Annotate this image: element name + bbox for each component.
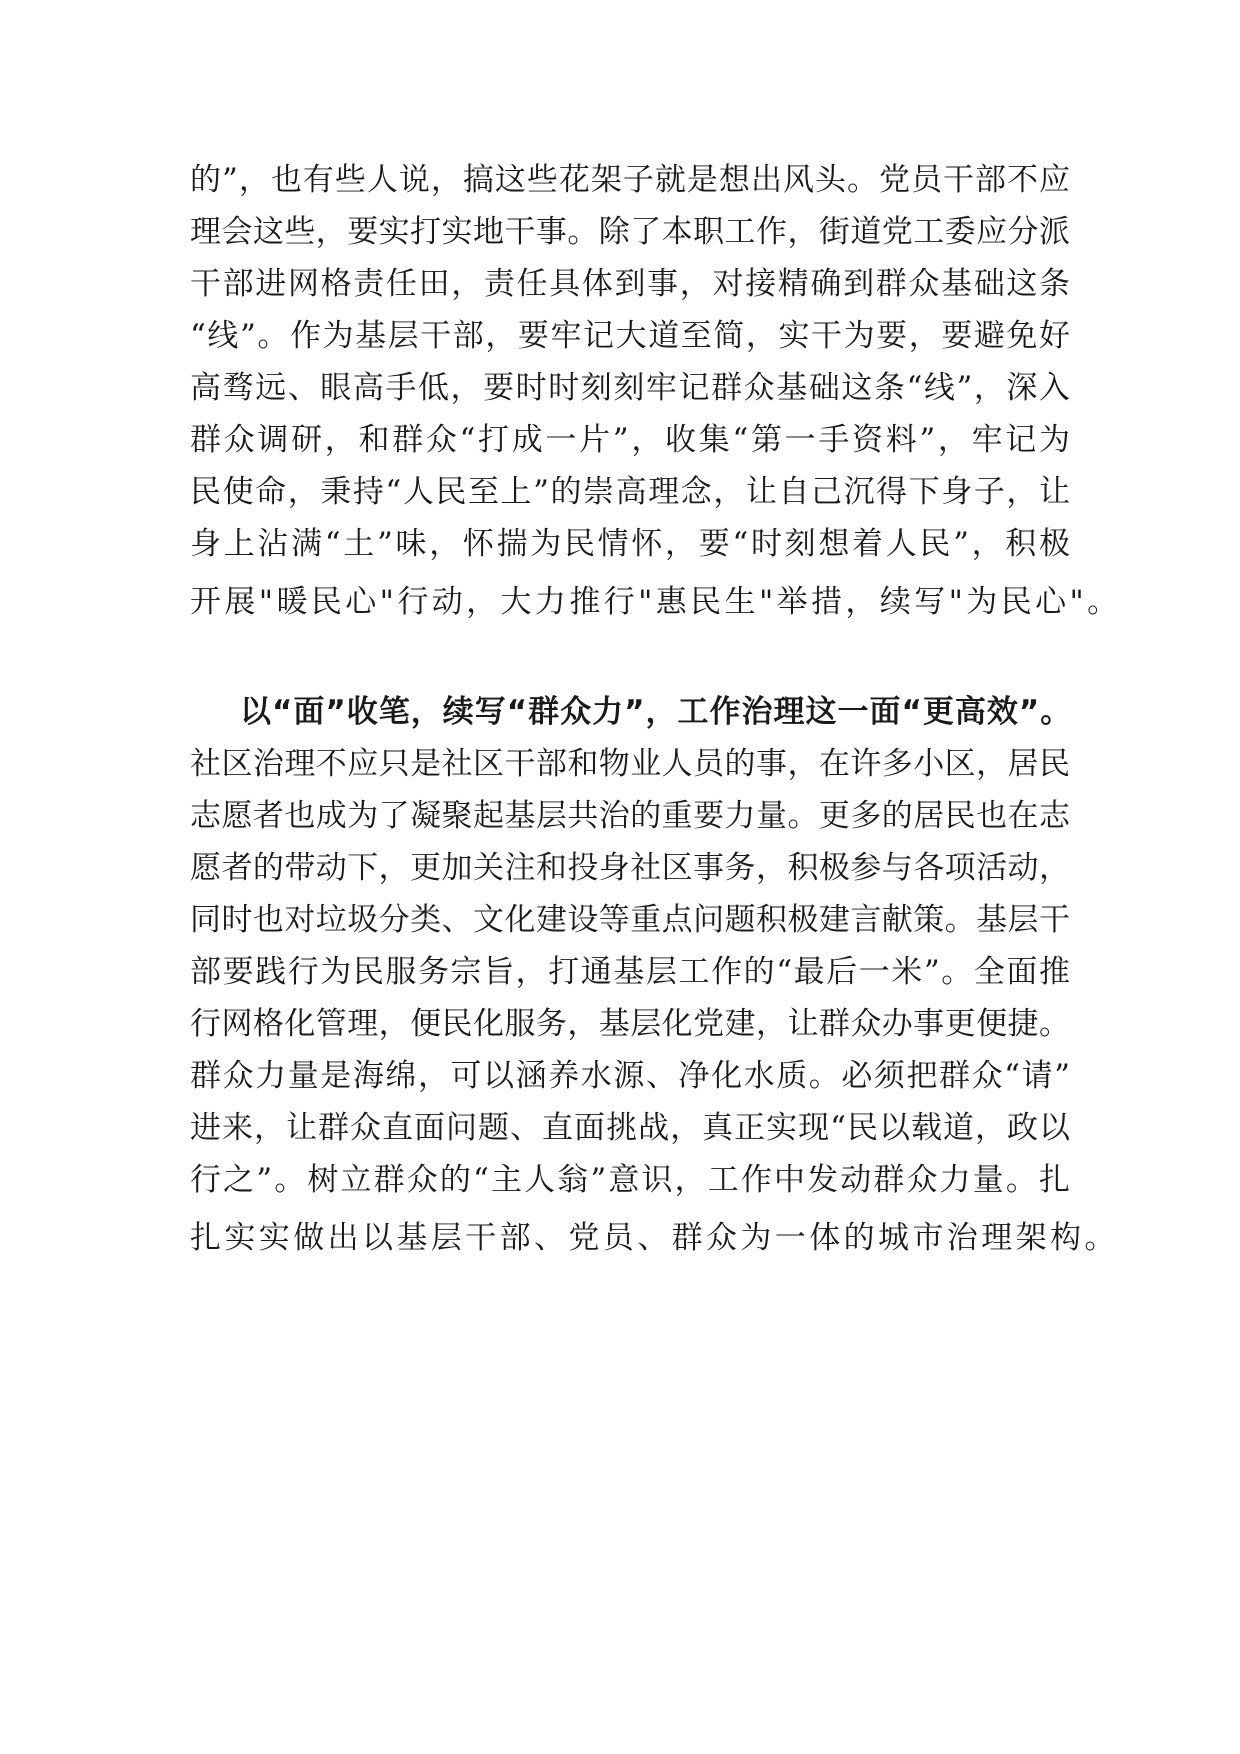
paragraph-2-line-6: 行网格化管理，便民化服务，基层化党建，让群众办事更便捷。 xyxy=(190,1006,1070,1042)
paragraph-1-line-9: 开展"暖民心"行动，大力推行"惠民生"举措，续写"为民心"。 xyxy=(190,584,1122,620)
paragraph-1-line-7: 民使命，秉持“人民至上”的崇高理念，让自己沉得下身子，让 xyxy=(190,474,1070,510)
paragraph-2-line-8: 进来，让群众直面问题、直面挑战，真正实现“民以载道，政以 xyxy=(190,1110,1070,1146)
paragraph-1-line-1: 的”，也有些人说，搞这些花架子就是想出风头。党员干部不应 xyxy=(190,162,1070,198)
paragraph-2-line-2: 志愿者也成为了凝聚起基层共治的重要力量。更多的居民也在志 xyxy=(190,798,1070,834)
paragraph-2-line-1: 社区治理不应只是社区干部和物业人员的事，在许多小区，居民 xyxy=(190,746,1070,782)
paragraph-1-line-5: 高骛远、眼高手低，要时时刻刻牢记群众基础这条“线”，深入 xyxy=(190,370,1070,406)
paragraph-1-line-2: 理会这些，要实打实地干事。除了本职工作，街道党工委应分派 xyxy=(190,214,1070,250)
paragraph-2-line-3: 愿者的带动下，更加关注和投身社区事务，积极参与各项活动， xyxy=(190,850,1070,886)
paragraph-1-line-6: 群众调研，和群众“打成一片”，收集“第一手资料”，牢记为 xyxy=(190,422,1070,458)
paragraph-1-line-4: “线”。作为基层干部，要牢记大道至简，实干为要，要避免好 xyxy=(190,318,1070,354)
paragraph-1-line-8: 身上沾满“土”味，怀揣为民情怀，要“时刻想着人民”，积极 xyxy=(190,526,1070,562)
paragraph-2-line-7: 群众力量是海绵，可以涵养水源、净化水质。必须把群众“请” xyxy=(190,1058,1070,1094)
paragraph-2-line-5: 部要践行为民服务宗旨，打通基层工作的“最后一米”。全面推 xyxy=(190,954,1070,990)
paragraph-2-line-9: 行之”。树立群众的“主人翁”意识，工作中发动群众力量。扎 xyxy=(190,1162,1070,1198)
paragraph-2-line-4: 同时也对垃圾分类、文化建设等重点问题积极建言献策。基层干 xyxy=(190,902,1070,938)
section-heading: 以“面”收笔，续写“群众力”，工作治理这一面“更高效”。 xyxy=(240,694,1073,730)
paragraph-2-line-10: 扎实实做出以基层干部、党员、群众为一体的城市治理架构。 xyxy=(190,1220,1119,1256)
paragraph-1-line-3: 干部进网格责任田，责任具体到事，对接精确到群众基础这条 xyxy=(190,266,1070,302)
